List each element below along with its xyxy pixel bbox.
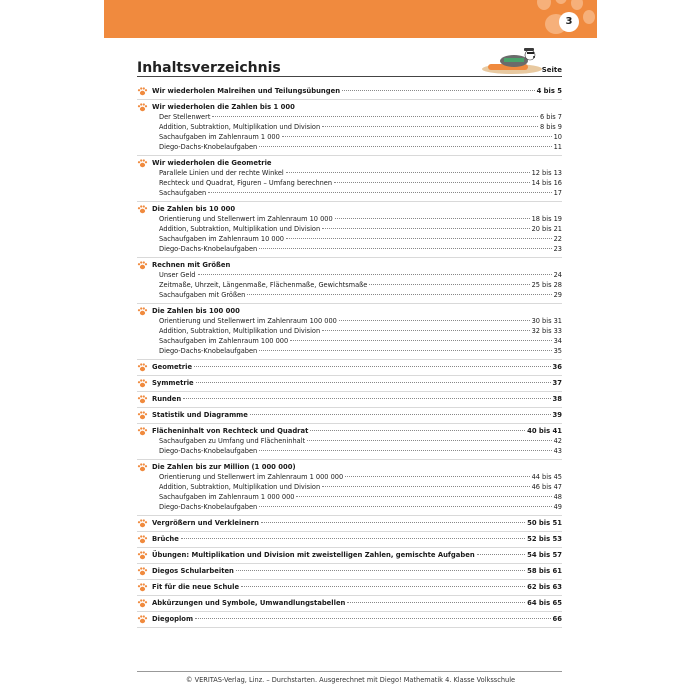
toc-entry-page: 12 bis 13 — [531, 169, 562, 177]
toc-section-title: Diegos Schularbeiten — [152, 567, 234, 575]
toc-section-heading[interactable] — [137, 204, 562, 214]
dot-leader — [259, 248, 551, 249]
toc-section-title: Abkürzungen und Symbole, Umwandlungstabellen — [152, 599, 346, 607]
toc-section-heading[interactable] — [137, 534, 562, 544]
dot-leader — [296, 496, 551, 497]
toc-section-title: Flächeninhalt von Rechteck und Quadrat — [152, 427, 309, 435]
paw-icon — [137, 411, 148, 420]
toc-entry-title: Zeitmaße, Uhrzeit, Längenmaße, Flächenmaße, Gewichtsmaße — [159, 281, 368, 289]
toc-section-page: 66 — [552, 615, 562, 623]
toc-section-heading[interactable] — [137, 410, 562, 420]
toc-section-title: Übungen: Multiplikation und Division mit zweistelligen Zahlen, gemischte Aufgaben — [152, 551, 475, 559]
paw-icon — [137, 261, 148, 270]
dot-leader — [322, 228, 529, 229]
toc-section-page: 62 bis 63 — [527, 583, 562, 591]
toc-entry-page: 29 — [553, 291, 562, 299]
toc-entry-page: 25 bis 28 — [531, 281, 562, 289]
toc-section-page: 39 — [552, 411, 562, 419]
toc-section-title: Wir wiederholen Malreihen und Teilungsübungen — [152, 87, 341, 95]
dot-leader — [196, 382, 551, 383]
toc-section-title: Diegoplom — [152, 615, 194, 623]
dot-leader — [259, 450, 551, 451]
toc-section-page: 40 bis 41 — [527, 427, 562, 435]
dot-leader — [322, 486, 529, 487]
header-rule — [137, 76, 562, 77]
toc-section-title: Wir wiederholen die Zahlen bis 1 000 — [152, 103, 295, 111]
toc-entry-page: 49 — [553, 503, 562, 511]
toc-section-title: Die Zahlen bis 100 000 — [152, 307, 240, 315]
paw-icon — [137, 463, 148, 472]
dot-leader — [334, 182, 530, 183]
dot-leader — [195, 618, 550, 619]
toc-entry-page: 32 bis 33 — [531, 327, 562, 335]
toc-entry[interactable] — [137, 336, 562, 346]
dot-leader — [322, 330, 529, 331]
toc-entry-page: 17 — [553, 189, 562, 197]
paw-icon — [137, 87, 148, 96]
toc-entry-title: Sachaufgaben im Zahlenraum 100 000 — [159, 337, 289, 345]
toc-entry-page: 35 — [553, 347, 562, 355]
toc-section-title: Fit für die neue Schule — [152, 583, 240, 591]
toc-section-title: Brüche — [152, 535, 179, 543]
dot-leader — [198, 274, 552, 275]
toc-entry[interactable] — [137, 346, 562, 356]
toc-section-page: 64 bis 65 — [527, 599, 562, 607]
paw-icon — [137, 395, 148, 404]
toc-entry-title: Parallele Linien und der rechte Winkel — [159, 169, 284, 177]
toc-entry-title: Orientierung und Stellenwert im Zahlenraum 10 000 — [159, 215, 333, 223]
toc-entry-title: Sachaufgaben zu Umfang und Flächeninhalt — [159, 437, 306, 445]
toc-entry-page: 11 — [553, 143, 562, 151]
dot-leader — [310, 430, 525, 431]
toc-entry-page: 48 — [553, 493, 562, 501]
toc-section-page: 52 bis 53 — [527, 535, 562, 543]
toc-entry-page: 34 — [553, 337, 562, 345]
toc-entry-page: 42 — [553, 437, 562, 445]
toc-section — [137, 612, 562, 628]
toc-entry-title: Diego-Dachs-Knobelaufgaben — [159, 347, 258, 355]
dot-leader — [369, 284, 529, 285]
footer-rule — [137, 671, 562, 672]
toc-entry[interactable] — [137, 178, 562, 188]
toc-entry-page: 14 bis 16 — [531, 179, 562, 187]
toc-entry[interactable] — [137, 270, 562, 280]
toc-section — [137, 408, 562, 424]
toc-entry-title: Addition, Subtraktion, Multiplikation und Division — [159, 483, 321, 491]
toc-section-heading[interactable] — [137, 598, 562, 608]
paw-icon — [137, 583, 148, 592]
toc-section-title: Rechnen mit Größen — [152, 261, 231, 269]
toc-entry-page: 6 bis 7 — [539, 113, 562, 121]
toc-section — [137, 100, 562, 156]
toc-entry-title: Diego-Dachs-Knobelaufgaben — [159, 143, 258, 151]
toc-section — [137, 304, 562, 360]
page-column-label: Seite — [541, 66, 562, 74]
paw-icon — [137, 159, 148, 168]
toc-section-page: 50 bis 51 — [527, 519, 562, 527]
toc-entry[interactable] — [137, 224, 562, 234]
toc-entry-title: Sachaufgaben im Zahlenraum 1 000 — [159, 133, 280, 141]
toc-entry-page: 30 bis 31 — [531, 317, 562, 325]
toc-entry-page: 43 — [553, 447, 562, 455]
toc-entry[interactable] — [137, 326, 562, 336]
dot-leader — [236, 570, 525, 571]
badger-mascot-icon — [474, 44, 544, 76]
toc-section-page: 54 bis 57 — [527, 551, 562, 559]
paw-icon — [137, 363, 148, 372]
dot-leader — [183, 398, 550, 399]
paw-icon — [137, 567, 148, 576]
toc-entry-title: Der Stellenwert — [159, 113, 211, 121]
toc-section-title: Statistik und Diagramme — [152, 411, 248, 419]
toc-section — [137, 392, 562, 408]
toc-entry[interactable] — [137, 112, 562, 122]
toc-section — [137, 84, 562, 100]
dot-leader — [212, 116, 538, 117]
toc-entry-title: Addition, Subtraktion, Multiplikation und Division — [159, 123, 321, 131]
toc-entry-title: Diego-Dachs-Knobelaufgaben — [159, 245, 258, 253]
dot-leader — [282, 136, 552, 137]
toc-section — [137, 580, 562, 596]
toc-section-title: Vergrößern und Verkleinern — [152, 519, 259, 527]
dot-leader — [290, 340, 551, 341]
toc-section-title: Symmetrie — [152, 379, 194, 387]
toc-entry[interactable] — [137, 188, 562, 198]
toc-section-heading[interactable] — [137, 260, 562, 270]
toc-section — [137, 202, 562, 258]
toc-section-title: Die Zahlen bis zur Million (1 000 000) — [152, 463, 296, 471]
toc-entry-page: 23 — [553, 245, 562, 253]
toc-section — [137, 360, 562, 376]
page — [104, 0, 597, 700]
dot-leader — [286, 238, 552, 239]
toc-section-heading[interactable] — [137, 426, 562, 436]
toc-section — [137, 376, 562, 392]
toc-section-page: 36 — [552, 363, 562, 371]
toc-entry-title: Orientierung und Stellenwert im Zahlenraum 100 000 — [159, 317, 337, 325]
toc-section-heading[interactable] — [137, 582, 562, 592]
toc-entry[interactable] — [137, 122, 562, 132]
dot-leader — [194, 366, 550, 367]
header-bar — [104, 0, 597, 38]
toc-entry[interactable] — [137, 214, 562, 224]
toc-section-title: Geometrie — [152, 363, 193, 371]
toc-entry-page: 20 bis 21 — [531, 225, 562, 233]
toc-entry-page: 24 — [553, 271, 562, 279]
paw-icon — [137, 551, 148, 560]
toc-title: Inhaltsverzeichnis — [137, 60, 281, 76]
paw-icon — [137, 205, 148, 214]
toc-section-heading[interactable] — [137, 566, 562, 576]
toc-entry[interactable] — [137, 502, 562, 512]
toc-entry-title: Addition, Subtraktion, Multiplikation und Division — [159, 225, 321, 233]
toc-section-title: Runden — [152, 395, 182, 403]
toc-entry-title: Diego-Dachs-Knobelaufgaben — [159, 447, 258, 455]
toc-section-heading[interactable] — [137, 614, 562, 624]
toc-section-title: Wir wiederholen die Geometrie — [152, 159, 272, 167]
dot-leader — [322, 126, 538, 127]
toc-entry[interactable] — [137, 132, 562, 142]
toc-section-heading[interactable] — [137, 462, 562, 472]
toc-entry-page: 46 bis 47 — [531, 483, 562, 491]
toc-section — [137, 596, 562, 612]
dot-leader — [335, 218, 530, 219]
dot-leader — [477, 554, 525, 555]
dot-leader — [250, 414, 551, 415]
page-number: 3 — [559, 12, 579, 32]
dot-leader — [339, 320, 530, 321]
toc-section-heading[interactable] — [137, 518, 562, 528]
paw-icon — [137, 427, 148, 436]
toc-section-heading[interactable] — [137, 158, 562, 168]
dot-leader — [259, 506, 551, 507]
toc-section — [137, 156, 562, 202]
toc-section-heading[interactable] — [137, 378, 562, 388]
toc-entry-page: 44 bis 45 — [531, 473, 562, 481]
toc-entry-title: Sachaufgaben im Zahlenraum 1 000 000 — [159, 493, 295, 501]
toc-section-page: 37 — [552, 379, 562, 387]
toc-entry-title: Sachaufgaben im Zahlenraum 10 000 — [159, 235, 284, 243]
toc-entry-title: Unser Geld — [159, 271, 196, 279]
toc-section — [137, 460, 562, 516]
paw-icon — [137, 519, 148, 528]
paw-icon — [137, 103, 148, 112]
toc-entry[interactable] — [137, 482, 562, 492]
toc-entry[interactable] — [137, 492, 562, 502]
toc-section-heading[interactable] — [137, 86, 562, 96]
toc-entry-title: Orientierung und Stellenwert im Zahlenraum 1 000 000 — [159, 473, 344, 481]
toc-entry-title: Rechteck und Quadrat, Figuren – Umfang berechnen — [159, 179, 333, 187]
toc-entry[interactable] — [137, 142, 562, 152]
dot-leader — [259, 350, 551, 351]
toc-entry[interactable] — [137, 244, 562, 254]
dot-leader — [181, 538, 525, 539]
toc-section — [137, 548, 562, 564]
dot-leader — [307, 440, 551, 441]
toc-entry-title: Diego-Dachs-Knobelaufgaben — [159, 503, 258, 511]
dot-leader — [208, 192, 551, 193]
toc-section-page: 58 bis 61 — [527, 567, 562, 575]
dot-leader — [347, 602, 525, 603]
paw-icon — [137, 307, 148, 316]
toc-entry-page: 18 bis 19 — [531, 215, 562, 223]
toc-entry[interactable] — [137, 290, 562, 300]
toc-section-heading[interactable] — [137, 102, 562, 112]
toc-entry[interactable] — [137, 280, 562, 290]
dot-leader — [345, 476, 529, 477]
dot-leader — [286, 172, 530, 173]
toc-entry-page: 22 — [553, 235, 562, 243]
dot-leader — [261, 522, 525, 523]
dot-leader — [241, 586, 525, 587]
paw-icon — [137, 379, 148, 388]
toc-entry-page: 8 bis 9 — [539, 123, 562, 131]
toc-entry-title: Sachaufgaben mit Größen — [159, 291, 246, 299]
dot-leader — [259, 146, 551, 147]
toc-entry[interactable] — [137, 446, 562, 456]
toc-section-heading[interactable] — [137, 362, 562, 372]
toc-section-heading[interactable] — [137, 550, 562, 560]
toc-entry-title: Sachaufgaben — [159, 189, 207, 197]
toc-section-heading[interactable] — [137, 394, 562, 404]
toc-entry-title: Addition, Subtraktion, Multiplikation und Division — [159, 327, 321, 335]
toc-section-title: Die Zahlen bis 10 000 — [152, 205, 236, 213]
dot-leader — [342, 90, 534, 91]
toc-section-page: 38 — [552, 395, 562, 403]
toc-entry[interactable] — [137, 168, 562, 178]
paw-icon — [137, 615, 148, 624]
toc-section — [137, 532, 562, 548]
dot-leader — [247, 294, 551, 295]
toc-section — [137, 516, 562, 532]
toc-entry[interactable] — [137, 436, 562, 446]
toc-entry[interactable] — [137, 316, 562, 326]
paw-icon — [137, 599, 148, 608]
footer-copyright: © VERITAS-Verlag, Linz. – Durchstarten. Ausgerechnet mit Diego! Mathematik 4. Klasse Volksschule — [185, 676, 516, 684]
toc-section — [137, 424, 562, 460]
toc-entry[interactable] — [137, 472, 562, 482]
toc-section-heading[interactable] — [137, 306, 562, 316]
toc-entry[interactable] — [137, 234, 562, 244]
toc-section — [137, 258, 562, 304]
paw-icon — [137, 535, 148, 544]
toc-entry-page: 10 — [553, 133, 562, 141]
table-of-contents — [137, 84, 562, 628]
toc-section-page: 4 bis 5 — [536, 87, 562, 95]
toc-section — [137, 564, 562, 580]
